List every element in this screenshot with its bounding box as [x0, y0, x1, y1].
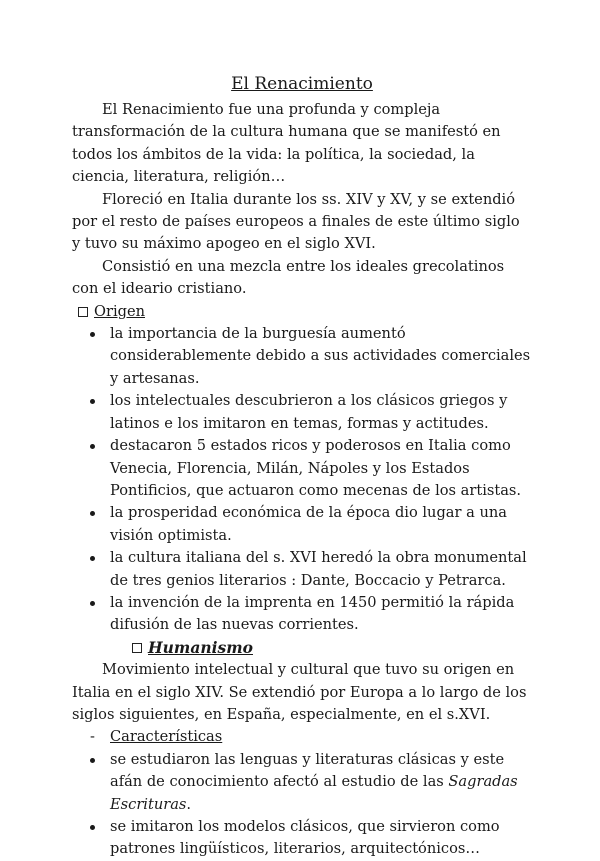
- list-item: la prosperidad económica de la época dio lugar a una visión optimista.: [72, 502, 532, 547]
- dash-marker: -: [90, 728, 95, 746]
- page-title: El Renacimiento: [231, 74, 373, 94]
- caracteristicas-heading: [72, 726, 532, 748]
- caracteristicas-heading-label: Características: [110, 728, 223, 746]
- origen-heading-label: Origen: [94, 302, 145, 320]
- list-item-italic: Sagradas Escrituras: [110, 773, 518, 813]
- list-item: se imitaron los modelos clásicos, que sirvieron como patrones lingüísticos, literarios, arquitectónicos…: [72, 816, 532, 861]
- document-page: [72, 72, 532, 861]
- checkbox-icon: [78, 307, 88, 317]
- list-item: los intelectuales descubrieron a los clásicos griegos y latinos e los imitaron en temas, formas y actitudes.: [72, 390, 532, 435]
- list-item: la cultura italiana del s. XVI heredó la obra monumental de tres genios literarios : Dante, Boccacio y Petrarca.: [72, 547, 532, 592]
- list-item: destacaron 5 estados ricos y poderosos en Italia como Venecia, Florencia, Milán, Nápoles y los Estados Pontificios, que actuaron como mecenas de los artistas.: [72, 435, 532, 502]
- list-item-text: se estudiaron las lenguas y literaturas clásicas y este afán de conocimiento afectó al estudio de las: [110, 750, 505, 791]
- list-item: [72, 749, 532, 816]
- humanismo-heading-label: Humanismo: [148, 637, 253, 657]
- checkbox-icon: [132, 643, 142, 653]
- humanismo-heading: [132, 637, 532, 659]
- list-item: la importancia de la burguesía aumentó considerablemente debido a sus actividades comerciales y artesanas.: [72, 323, 532, 390]
- intro-paragraph-1: El Renacimiento fue una profunda y compleja transformación de la cultura humana que se manifestó en todos los ámbitos de la vida: la política, la sociedad, la ciencia, literatura, religión…: [72, 101, 501, 186]
- intro-paragraph-2: Floreció en Italia durante los ss. XIV y XV, y se extendió por el resto de países europeos a finales de este último siglo y tuvo su máximo apogeo en el siglo XVI.: [72, 190, 520, 253]
- origen-heading: [78, 301, 532, 323]
- list-item: la invención de la imprenta en 1450 permitió la rápida difusión de las nuevas corrientes.: [72, 592, 532, 637]
- origen-list: [72, 323, 532, 637]
- list-item-end: .: [186, 795, 192, 813]
- caracteristicas-list: [72, 749, 532, 861]
- humanismo-paragraph: Movimiento intelectual y cultural que tuvo su origen en Italia en el siglo XIV. Se extendió por Europa a lo largo de los siglos siguientes, en España, especialmente, en el s.XVI.: [72, 661, 527, 723]
- intro-paragraph-3: Consistió en una mezcla entre los ideales grecolatinos con el ideario cristiano.: [72, 257, 505, 298]
